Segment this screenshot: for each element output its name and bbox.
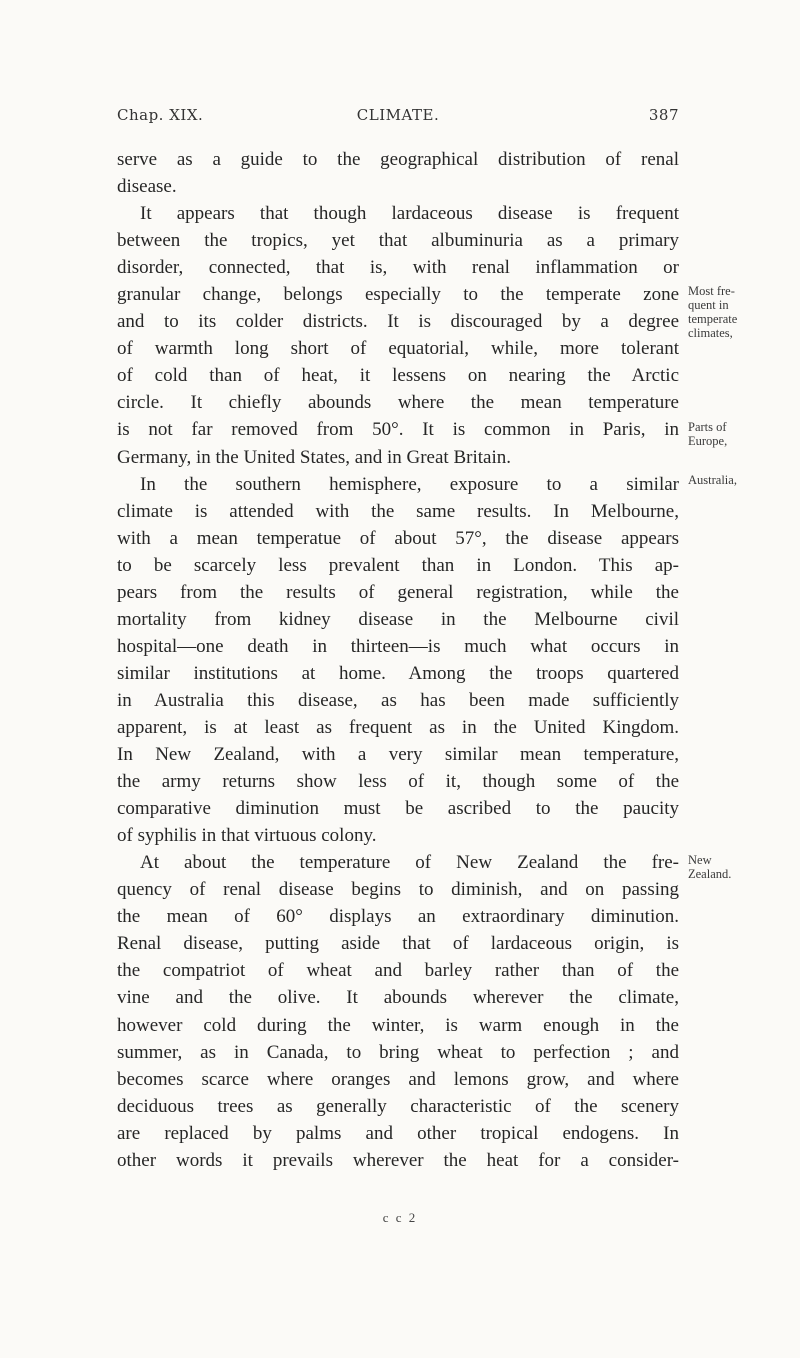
text-line: becomes scarce where oranges and lemons grow, and where — [117, 1068, 679, 1090]
page-number: 387 — [648, 106, 679, 124]
margin-note-line: Australia, — [688, 473, 737, 487]
text-line: mortality from kidney disease in the Melbourne civil — [117, 608, 679, 630]
text-line: similar institutions at home. Among the troops quartered — [117, 662, 679, 684]
text-line: At about the temperature of New Zealand the fre- — [140, 852, 679, 874]
text-line: vine and the olive. It abounds wherever the climate, — [117, 987, 679, 1009]
margin-note-europe — [688, 420, 788, 448]
text-line: other words it prevails wherever the heat for a consider- — [117, 1149, 679, 1171]
margin-note-line: Zealand. — [688, 867, 732, 881]
signature-mark: c c 2 — [382, 1210, 418, 1225]
text-line: serve as a guide to the geographical distribution of renal — [117, 149, 679, 170]
text-line: with a mean temperatue of about 57°, the disease appears — [117, 527, 679, 549]
margin-note-australia — [688, 473, 788, 487]
margin-note-line: Europe, — [688, 434, 728, 448]
text-line: granular change, belongs especially to the temperate zone — [117, 284, 679, 306]
text-line: quency of renal disease begins to diminish, and on passing — [117, 879, 679, 901]
text-line: of warmth long short of equatorial, while, more tolerant — [117, 338, 679, 360]
margin-note-line: climates, — [688, 326, 733, 340]
margin-note-line: quent in — [688, 298, 729, 312]
text-line: in Australia this disease, as has been made sufficiently — [117, 689, 679, 711]
text-line: summer, as in Canada, to bring wheat to perfection ; and — [117, 1041, 679, 1063]
text-line: In the southern hemisphere, exposure to a similar — [140, 473, 679, 495]
text-line: In New Zealand, with a very similar mean temperature, — [117, 744, 679, 766]
text-line: and to its colder districts. It is discouraged by a degree — [117, 311, 679, 333]
text-line: disorder, connected, that is, with renal inflammation or — [117, 257, 679, 279]
text-line: of cold than of heat, it lessens on nearing the Arctic — [117, 365, 679, 387]
text-line: the mean of 60° displays an extraordinary diminution. — [117, 906, 679, 928]
text-line: is not far removed from 50°. It is common in Paris, in — [117, 419, 679, 441]
text-line: between the tropics, yet that albuminuria as a primary — [117, 230, 679, 252]
margin-note-line: temperate — [688, 312, 738, 326]
text-line: of syphilis in that virtuous colony. — [117, 825, 377, 847]
chapter-label: Chap. XIX. — [117, 106, 204, 124]
margin-note-line: Parts of — [688, 420, 727, 434]
running-header — [117, 106, 679, 132]
text-line: circle. It chiefly abounds where the mean temperature — [117, 392, 679, 414]
body-text — [117, 146, 679, 1174]
margin-note-line: New — [688, 853, 712, 867]
text-line: deciduous trees as generally characteristic of the scenery — [117, 1095, 679, 1117]
text-line: to be scarcely less prevalent than in London. This ap- — [117, 554, 679, 576]
margin-note-line: Most fre- — [688, 284, 735, 298]
margin-note-new-zealand — [688, 853, 788, 881]
text-line: climate is attended with the same results. In Melbourne, — [117, 500, 679, 522]
text-line: Renal disease, putting aside that of lardaceous origin, is — [117, 933, 679, 955]
text-line: hospital—one death in thirteen—is much what occurs in — [117, 635, 679, 657]
text-line: the compatriot of wheat and barley rather than of the — [117, 960, 679, 982]
text-line: disease. — [117, 176, 177, 198]
margin-note-temperate-climates — [688, 284, 788, 340]
text-line: Germany, in the United States, and in Great Britain. — [117, 446, 511, 468]
text-line: are replaced by palms and other tropical endogens. In — [117, 1122, 679, 1144]
text-line: It appears that though lardaceous disease is frequent — [140, 203, 679, 225]
text-line: pears from the results of general registration, while the — [117, 581, 679, 603]
text-line: comparative diminution must be ascribed to the paucity — [117, 798, 679, 820]
text-line: however cold during the winter, is warm enough in the — [117, 1014, 679, 1036]
running-title: CLIMATE. — [356, 106, 440, 124]
text-line: apparent, is at least as frequent as in the United Kingdom. — [117, 716, 679, 738]
text-line: the army returns show less of it, though some of the — [117, 771, 679, 793]
